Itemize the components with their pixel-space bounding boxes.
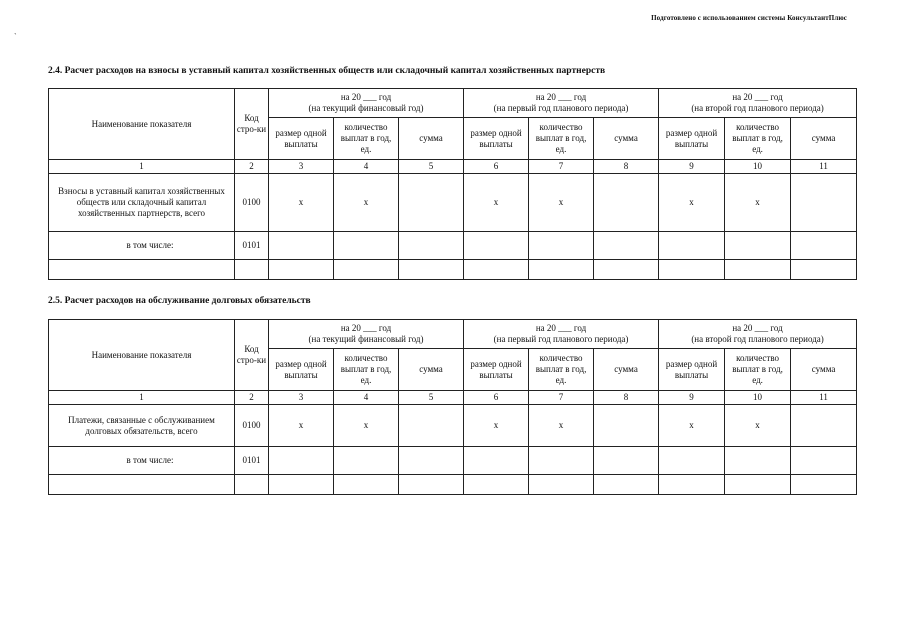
- table-2-4: [48, 88, 857, 280]
- cell-value[interactable]: [399, 232, 464, 260]
- col-number: 3: [269, 160, 334, 174]
- cell-value[interactable]: [399, 260, 464, 280]
- header-count: количество выплат в год, ед.: [334, 118, 399, 160]
- cell-value[interactable]: [464, 260, 529, 280]
- cell-value[interactable]: [399, 174, 464, 232]
- col-number: 2: [235, 160, 269, 174]
- col-number: 1: [49, 391, 235, 405]
- header-code: Код стро-ки: [235, 320, 269, 391]
- cell-value[interactable]: [594, 232, 659, 260]
- header-count: количество выплат в год, ед.: [529, 349, 594, 391]
- header-name: Наименование показателя: [49, 320, 235, 391]
- header-sum: сумма: [594, 118, 659, 160]
- col-number: 9: [659, 160, 725, 174]
- header-period-1: на 20 ___ год (на текущий финансовый год): [269, 89, 464, 118]
- cell-value[interactable]: [725, 447, 791, 475]
- cell-x: x: [269, 405, 334, 447]
- header-count: количество выплат в год, ед.: [529, 118, 594, 160]
- cell-value[interactable]: [464, 232, 529, 260]
- cell-x: x: [529, 405, 594, 447]
- cell-value[interactable]: [529, 260, 594, 280]
- cell-value[interactable]: [269, 232, 334, 260]
- cell-value[interactable]: [725, 260, 791, 280]
- cell-value[interactable]: [791, 405, 857, 447]
- cell-x: x: [659, 174, 725, 232]
- header-period-3: на 20 ___ год (на второй год планового периода): [659, 320, 857, 349]
- row-label-total: Платежи, связанные с обслуживанием долговых обязательств, всего: [49, 405, 235, 447]
- cell-value[interactable]: [464, 475, 529, 495]
- col-number: 7: [529, 160, 594, 174]
- cell-value[interactable]: [791, 447, 857, 475]
- cell-value[interactable]: [334, 447, 399, 475]
- header-period-3: на 20 ___ год (на второй год планового периода): [659, 89, 857, 118]
- cell-value[interactable]: [659, 260, 725, 280]
- header-count: количество выплат в год, ед.: [725, 118, 791, 160]
- col-number: 8: [594, 391, 659, 405]
- cell-value[interactable]: [529, 447, 594, 475]
- col-number: 1: [49, 160, 235, 174]
- cell-value[interactable]: [791, 174, 857, 232]
- header-size: размер одной выплаты: [269, 118, 334, 160]
- cell-value[interactable]: [594, 174, 659, 232]
- row-code: 0101: [235, 447, 269, 475]
- cell-value[interactable]: [594, 260, 659, 280]
- row-code: 0100: [235, 174, 269, 232]
- col-number: 10: [725, 160, 791, 174]
- row-code: 0100: [235, 405, 269, 447]
- cell-value[interactable]: [659, 475, 725, 495]
- cell-value[interactable]: [659, 447, 725, 475]
- header-size: размер одной выплаты: [464, 118, 529, 160]
- cell-value[interactable]: [529, 232, 594, 260]
- cell-x: x: [334, 405, 399, 447]
- cell-value[interactable]: [725, 232, 791, 260]
- header-sum: сумма: [399, 118, 464, 160]
- cell-value[interactable]: [269, 260, 334, 280]
- header-count: количество выплат в год, ед.: [725, 349, 791, 391]
- cell-value[interactable]: [791, 232, 857, 260]
- col-number: 6: [464, 391, 529, 405]
- header-count: количество выплат в год, ед.: [334, 349, 399, 391]
- cell-value[interactable]: [399, 447, 464, 475]
- col-number: 4: [334, 160, 399, 174]
- header-name: Наименование показателя: [49, 89, 235, 160]
- table-2-5: [48, 319, 857, 495]
- cell-value[interactable]: [594, 475, 659, 495]
- header-sum: сумма: [594, 349, 659, 391]
- cell-value[interactable]: [659, 232, 725, 260]
- cell-x: x: [725, 405, 791, 447]
- cell-x: x: [529, 174, 594, 232]
- col-number: 9: [659, 391, 725, 405]
- header-sum: сумма: [791, 349, 857, 391]
- cell-value[interactable]: [529, 475, 594, 495]
- cell-value[interactable]: [594, 405, 659, 447]
- col-number: 5: [399, 160, 464, 174]
- header-period-2: на 20 ___ год (на первый год планового периода): [464, 320, 659, 349]
- row-label-including: в том числе:: [49, 447, 235, 475]
- cell-value[interactable]: [399, 405, 464, 447]
- col-number: 2: [235, 391, 269, 405]
- cell-x: x: [464, 405, 529, 447]
- header-period-2: на 20 ___ год (на первый год планового периода): [464, 89, 659, 118]
- cell-value[interactable]: [791, 260, 857, 280]
- cell-value[interactable]: [594, 447, 659, 475]
- cell-value[interactable]: [334, 260, 399, 280]
- cell-value[interactable]: [725, 475, 791, 495]
- cell-x: x: [659, 405, 725, 447]
- header-size: размер одной выплаты: [269, 349, 334, 391]
- cell-value[interactable]: [464, 447, 529, 475]
- blank-row-cell: [235, 475, 269, 495]
- blank-row-cell: [49, 260, 235, 280]
- blank-row-cell: [235, 260, 269, 280]
- header-size: размер одной выплаты: [659, 118, 725, 160]
- col-number: 3: [269, 391, 334, 405]
- col-number: 6: [464, 160, 529, 174]
- header-size: размер одной выплаты: [659, 349, 725, 391]
- section-title-2-4: 2.4. Расчет расходов на взносы в уставный капитал хозяйственных обществ или складочный капитал хозяйственных партнерств: [48, 66, 606, 76]
- cell-x: x: [269, 174, 334, 232]
- header-code: Код стро-ки: [235, 89, 269, 160]
- row-code: 0101: [235, 232, 269, 260]
- cell-x: x: [725, 174, 791, 232]
- header-sum: сумма: [399, 349, 464, 391]
- cell-value[interactable]: [269, 475, 334, 495]
- cell-value[interactable]: [269, 447, 334, 475]
- col-number: 10: [725, 391, 791, 405]
- row-label-including: в том числе:: [49, 232, 235, 260]
- section-title-2-5: 2.5. Расчет расходов на обслуживание долговых обязательств: [48, 296, 311, 306]
- header-size: размер одной выплаты: [464, 349, 529, 391]
- col-number: 4: [334, 391, 399, 405]
- header-period-1: на 20 ___ год (на текущий финансовый год): [269, 320, 464, 349]
- cell-value[interactable]: [334, 232, 399, 260]
- margin-mark: `: [14, 32, 17, 41]
- cell-value[interactable]: [399, 475, 464, 495]
- row-label-total: Взносы в уставный капитал хозяйственных обществ или складочный капитал хозяйственных партнерств, всего: [49, 174, 235, 232]
- col-number: 11: [791, 160, 857, 174]
- blank-row-cell: [49, 475, 235, 495]
- col-number: 5: [399, 391, 464, 405]
- col-number: 7: [529, 391, 594, 405]
- cell-x: x: [334, 174, 399, 232]
- cell-value[interactable]: [791, 475, 857, 495]
- cell-x: x: [464, 174, 529, 232]
- col-number: 11: [791, 391, 857, 405]
- header-sum: сумма: [791, 118, 857, 160]
- header-note: Подготовлено с использованием системы КонсультантПлюс: [651, 14, 847, 22]
- cell-value[interactable]: [334, 475, 399, 495]
- col-number: 8: [594, 160, 659, 174]
